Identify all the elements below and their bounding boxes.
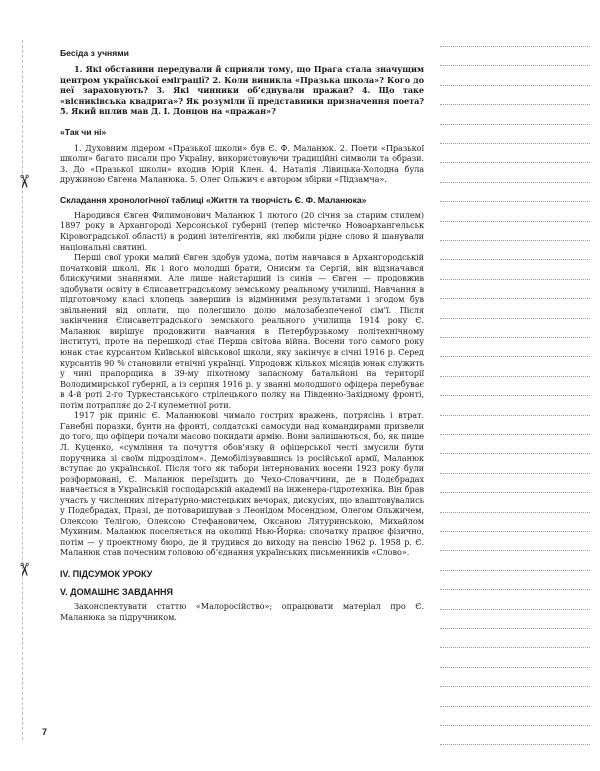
note-line [440,609,590,610]
note-line [440,667,590,668]
true-false-statements: 1. Духовним лідером «Празької школи» був Є. Ф. Маланюк. 2. Поети «Празької школи» багато писали про Україну, використовуючи традиційні символи та образи. 3. До «Празької школи» входив Юрій Клен. 4. Наталія Лівицька-Холодна була дружиною Євгена Маланюка. 5. Олег Ольжич є автором збірки «Підзамча». [60,142,424,185]
note-line [440,356,590,357]
note-line [440,318,590,319]
homework-heading: V. ДОМАШНЄ ЗАВДАННЯ [60,586,173,597]
note-line [440,337,590,338]
note-line [440,182,590,183]
note-line [440,570,590,571]
scissors-icon-bottom: ✂ [13,562,34,578]
chronology-paragraph: Перші свої уроки малий Євген здобув удома, потім навчався в Архангородській початковій школі. Як і його молодші брати, Онисим та Сергій, він відзначався блискучими знаннями. Але лише найстарший із синів — Євген — продовжив здобувати освіту в Єлисаветградському земському реальному училищі. Навчання в підготовчому класі хлопець завершив із відмінними результатами і згодом був звільнений від оплати, що полегшило долю малозабезпеченої сім’ї. Після закінчення Єлисаветградського земського реального училища 1914 року Є. Маланюк вирішує продовжити навчання в Петербурзькому політехнічному інституті, проте на перешкоді стає Перша світова війна. Восени того самого року юнак стає курсантом Київської військової школи, яку закінчує в січні 1916 р. Серед курсантів 90 % становили етнічні українці. Упродовж кількох місяців юнак служить у чині прапорщика в 39-му піхотному запасному батальйоні на території Володимирської губернії, а із серпня 1916 р. у званні молодшого офіцера перебуває в 4-й роті 2-го Туркестанського стрілецького полку на Південно-Західному фронті, потім потрапляє до 2-ї кулеметної роти. [60,252,424,410]
note-line [440,85,590,86]
note-line [440,550,590,551]
note-line [440,395,590,396]
note-line [440,531,590,532]
notes-lines [440,46,590,746]
note-line [440,647,590,648]
scissors-icon-top: ✂ [13,174,34,190]
chronology-paragraph: 1917 рік приніс Є. Маланюкові чимало гострих вражень, потрясінь і втрат. Ганебні поразки, бунти на фронті, солдатські самосуди над командирами призвели до того, що офіцери почали масово покидати армію. Вони залишаються, бо, як пише Л. Куценко, «сумління та почуття обов’язку й офіцерської честі змусили бути поручника зі своїм підрозділом». Демобілізувавшись із російської армії, Маланюк вступає до української. Після того як табори інтернованих восени 1923 року були розформовані, Є. Маланюк переїздить до Чехо-Словаччини, де в Подєбрадах навчається в Українській господарській академії на інженера-гідротехніка. Він брав участь у численних літературно-мистецьких вечорах, дискусіях, що влаштовувались у Подєбрадах, Празі, де потоваришував з Леонідом Мосендзом, Олегом Ольжичем, Олексою Телігою, Олексою Стефановичем, Оксаною Лятуринською, Михайлом Мухиним. Маланюк поселяється на околиці Нью-Йорка: спочатку працює фізично, потім — у проектному бюро, де й трудився до виходу на пенсію 1962 р. 1958 р. Є. Маланюк став почесним головою об’єднання українських письменників «Слово». [60,410,424,558]
page-number: 7 [42,727,48,737]
note-line [440,725,590,726]
note-line [440,686,590,687]
note-line [440,628,590,629]
note-line [440,453,590,454]
note-line [440,744,590,745]
note-line [440,473,590,474]
note-line [440,162,590,163]
note-line [440,201,590,202]
note-line [440,706,590,707]
chronology-heading: Складання хронологічної таблиці «Життя та творчість Є. Ф. Маланюка» [60,194,367,205]
conversation-heading: Бесіда з учнями [60,48,129,58]
true-false-heading: «Так чи ні» [60,126,107,137]
note-line [440,298,590,299]
note-line [440,434,590,435]
chronology-paragraph: Народився Євген Филимонович Маланюк 1 лютого (20 січня за старим стилем) 1897 року в Архангороді Херсонської губернії (тепер містечко Новоархангельськ Кіровоградської області) в родині інтелігентів, які любили рідне слово й шанували національні святині. [60,209,424,252]
note-line [440,512,590,513]
note-line [440,65,590,66]
note-line [440,376,590,377]
note-line [440,279,590,280]
main-content [60,48,424,622]
note-line [440,143,590,144]
note-line [440,104,590,105]
note-line [440,492,590,493]
note-line [440,259,590,260]
homework-text: Законспектувати статтю «Малоросійство»; опрацювати матеріал про Є. Маланюка за підручником. [60,600,424,622]
note-line [440,124,590,125]
cut-line [22,40,23,740]
note-line [440,240,590,241]
note-line [440,221,590,222]
note-line [440,415,590,416]
note-line [440,46,590,47]
conversation-questions: 1. Які обставини передували й сприяли тому, що Прага стала значущим центром української еміграції? 2. Коли виникла «Празька школа»? Кого до неї зараховують? 3. Які чинники об’єднували пражан? 4. Що таке «вісниківська квадрига»? Як розуміли її представники призначення поета? 5. Який вплив мав Д. І. Донцов на «пражан»? [60,64,424,117]
note-line [440,589,590,590]
summary-heading: IV. ПІДСУМОК УРОКУ [60,568,153,579]
